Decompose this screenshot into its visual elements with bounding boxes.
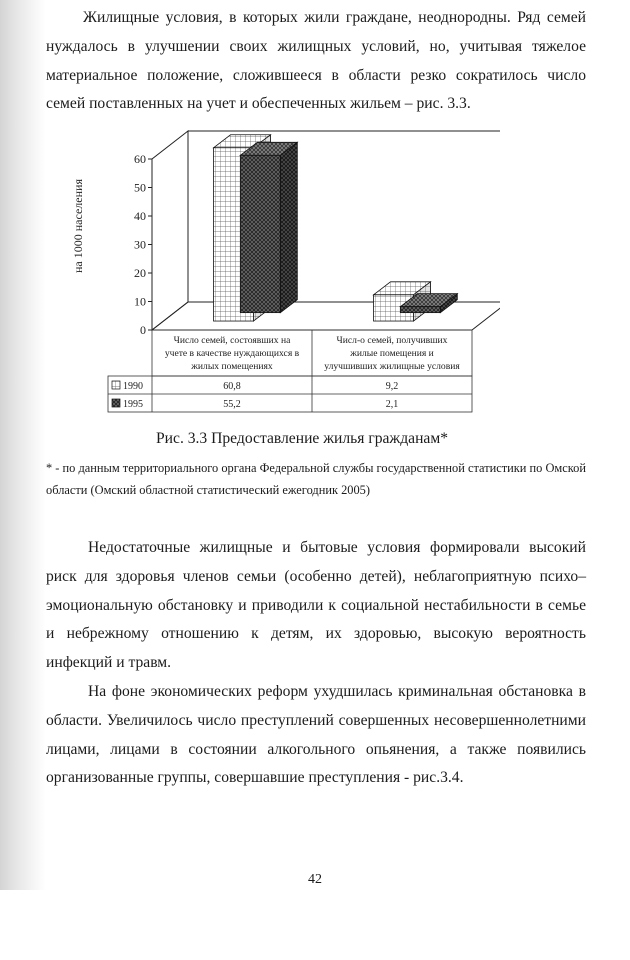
- y-tick-label: 20: [134, 266, 146, 280]
- bars: [214, 135, 458, 321]
- y-tick-label: 30: [134, 237, 146, 252]
- figure-caption: Рис. 3.3 Предоставление жилья гражданам*: [156, 430, 448, 447]
- page-number: 42: [308, 872, 322, 887]
- scan-shadow: [0, 0, 46, 890]
- data-table: [108, 330, 472, 412]
- legend-label-1990: 1990: [123, 381, 143, 392]
- category-label: жилые помещения и: [350, 348, 434, 359]
- category-label: Число семей, состоявших на: [173, 335, 291, 346]
- category-label: жилых помещениях: [191, 361, 273, 372]
- category-label: учете в качестве нуждающихся в: [164, 348, 300, 359]
- data-value-label: 9,2: [385, 381, 399, 392]
- y-tick-label: 10: [134, 294, 146, 309]
- legend-swatch-1995: [112, 399, 120, 407]
- y-tick-label: 40: [134, 209, 146, 223]
- bar-chart: [70, 126, 500, 418]
- data-value-label: 2,1: [385, 399, 399, 410]
- legend-label-1995: 1995: [123, 399, 143, 410]
- legend-swatch-1990: [112, 381, 120, 389]
- data-value-label: 55,2: [223, 399, 241, 410]
- category-label: Числ-о семей, получивших: [336, 335, 448, 346]
- paragraph-2: Недостаточные жилищные и бытовые условия формировали высокий риск для здоровья членов семьи (особенно детей), неблагоприятную психо–эмоциональную обстановку и приводили к социальной нестабильности в семье и небрежному отношению к детям, их здоровью, высокую вероятность инфекций и травм.: [46, 539, 586, 672]
- y-tick-label: 60: [134, 152, 146, 166]
- y-axis-label: на 1000 населения: [71, 179, 85, 273]
- y-tick-label: 50: [134, 180, 146, 195]
- y-tick-label: 0: [140, 323, 146, 337]
- data-value-label: 60,8: [223, 381, 241, 392]
- bar-1995-1: [240, 142, 297, 312]
- paragraph-1: Жилищные условия, в которых жили граждане, неоднородны. Ряд семей нуждалось в улучшении своих жилищных условий, но, учитывая тяжелое материальное положение, сложившееся в области резко сократилось число семей поставленных на учет и обеспеченных жильем – рис. 3.3.: [46, 9, 586, 113]
- y-axis: [134, 152, 152, 337]
- paragraph-3: На фоне экономических реформ ухудшилась криминальная обстановка в области. Увеличилось число преступлений совершенных несовершеннолетними лицами, лицами в состоянии алкогольного опьянения, а также появились организованные группы, совершавшие преступления - рис.3.4.: [46, 683, 586, 787]
- source-note: * - по данным территориального органа Федеральной службы государственной статистики по Омской области (Омский областной статистический ежегодник 2005): [46, 461, 586, 497]
- category-label: улучшивших жилищные условия: [324, 361, 460, 372]
